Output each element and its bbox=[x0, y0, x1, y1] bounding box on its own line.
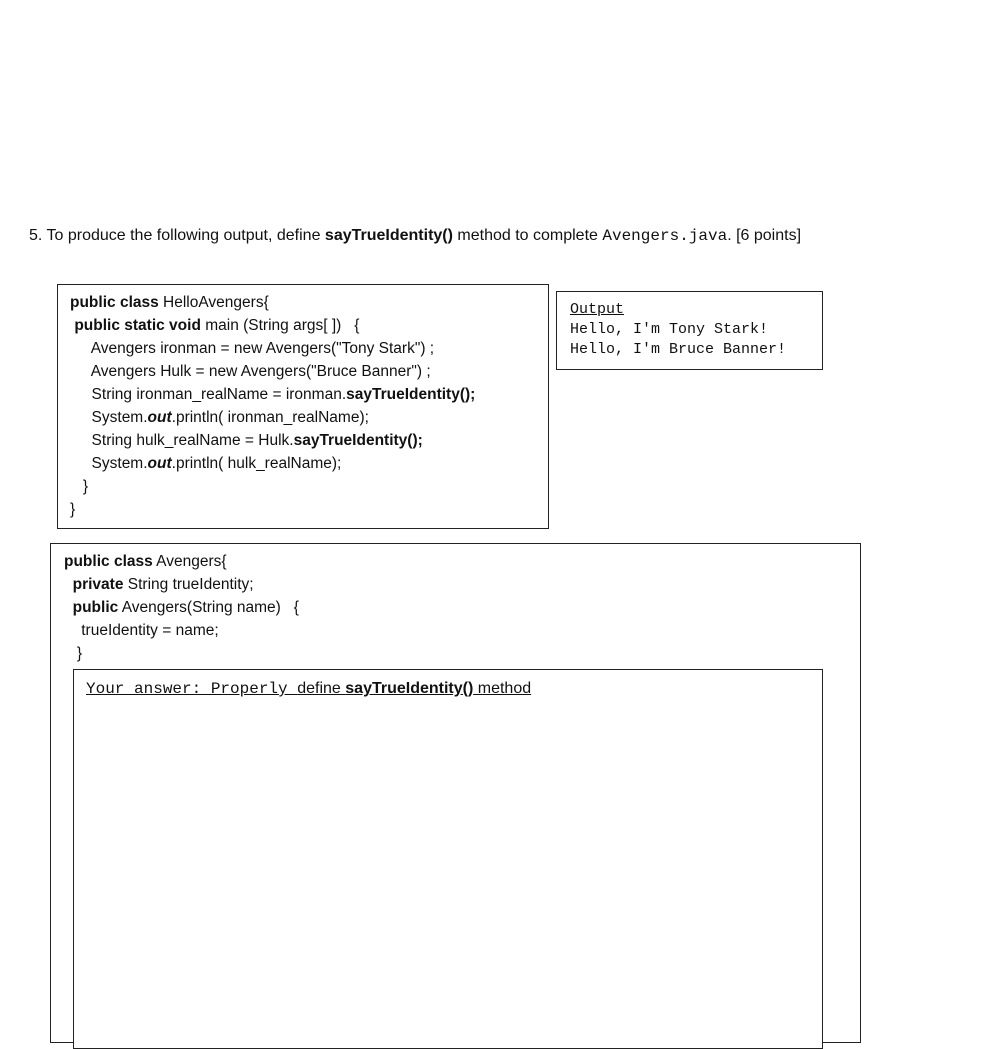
hello-line10: } bbox=[70, 501, 76, 518]
hello-line5-method: sayTrueIdentity(); bbox=[346, 386, 476, 403]
answer-label-method: sayTrueIdentity() bbox=[345, 680, 474, 697]
answer-label-pre: define bbox=[297, 680, 346, 697]
avengers-code bbox=[64, 550, 299, 665]
av-line2-keyword: private bbox=[72, 576, 124, 593]
hello-line5-pre: String ironman_realName = ironman. bbox=[91, 386, 347, 403]
hello-line7-pre: String hulk_realName = Hulk. bbox=[91, 432, 294, 449]
hello-line6-post: .println( ironman_realName); bbox=[171, 409, 369, 426]
question-text bbox=[29, 224, 829, 248]
av-line5: } bbox=[76, 645, 83, 662]
av-line3-rest: Avengers(String name) { bbox=[118, 599, 299, 616]
question-method-name: sayTrueIdentity() bbox=[324, 227, 453, 244]
output-box bbox=[556, 291, 823, 370]
hello-line2-rest: main (String args[ ]) { bbox=[200, 317, 360, 334]
av-line2-rest: String trueIdentity; bbox=[123, 576, 254, 593]
hello-line6-pre: System. bbox=[91, 409, 148, 426]
hello-line4: Avengers Hulk = new Avengers("Bruce Banner") ; bbox=[90, 363, 431, 380]
answer-box[interactable] bbox=[73, 669, 823, 1049]
answer-label-mono: Your answer: Properly bbox=[86, 680, 298, 698]
hello-line7-method: sayTrueIdentity(); bbox=[293, 432, 423, 449]
answer-label bbox=[86, 678, 531, 700]
hello-line3: Avengers ironman = new Avengers("Tony Stark") ; bbox=[90, 340, 435, 357]
hello-line2-keyword: public static void bbox=[74, 317, 201, 334]
hello-line8-pre: System. bbox=[91, 455, 148, 472]
av-line4: trueIdentity = name; bbox=[81, 622, 219, 639]
av-line3-keyword: public bbox=[72, 599, 119, 616]
hello-line8-post: .println( hulk_realName); bbox=[171, 455, 342, 472]
output-line1: Hello, I'm Tony Stark! bbox=[570, 321, 769, 338]
question-text-after: . [6 points] bbox=[727, 227, 802, 244]
question-text-before: 5. To produce the following output, define bbox=[29, 227, 325, 244]
av-line1-keyword: public class bbox=[64, 553, 153, 570]
answer-label-post: method bbox=[473, 680, 532, 697]
output-text bbox=[570, 300, 786, 360]
hello-line1-rest: HelloAvengers{ bbox=[158, 294, 269, 311]
hello-line6-out: out bbox=[147, 409, 172, 426]
hello-line8-out: out bbox=[147, 455, 172, 472]
question-text-middle: method to complete bbox=[452, 227, 603, 244]
hello-line9: } bbox=[82, 478, 89, 495]
hello-avengers-code bbox=[70, 291, 475, 521]
output-line2: Hello, I'm Bruce Banner! bbox=[570, 341, 787, 358]
hello-line1-keyword: public class bbox=[70, 294, 159, 311]
av-line1-rest: Avengers{ bbox=[152, 553, 227, 570]
output-title: Output bbox=[570, 301, 625, 318]
hello-avengers-code-box bbox=[57, 284, 549, 529]
question-filename: Avengers.java bbox=[602, 227, 728, 245]
